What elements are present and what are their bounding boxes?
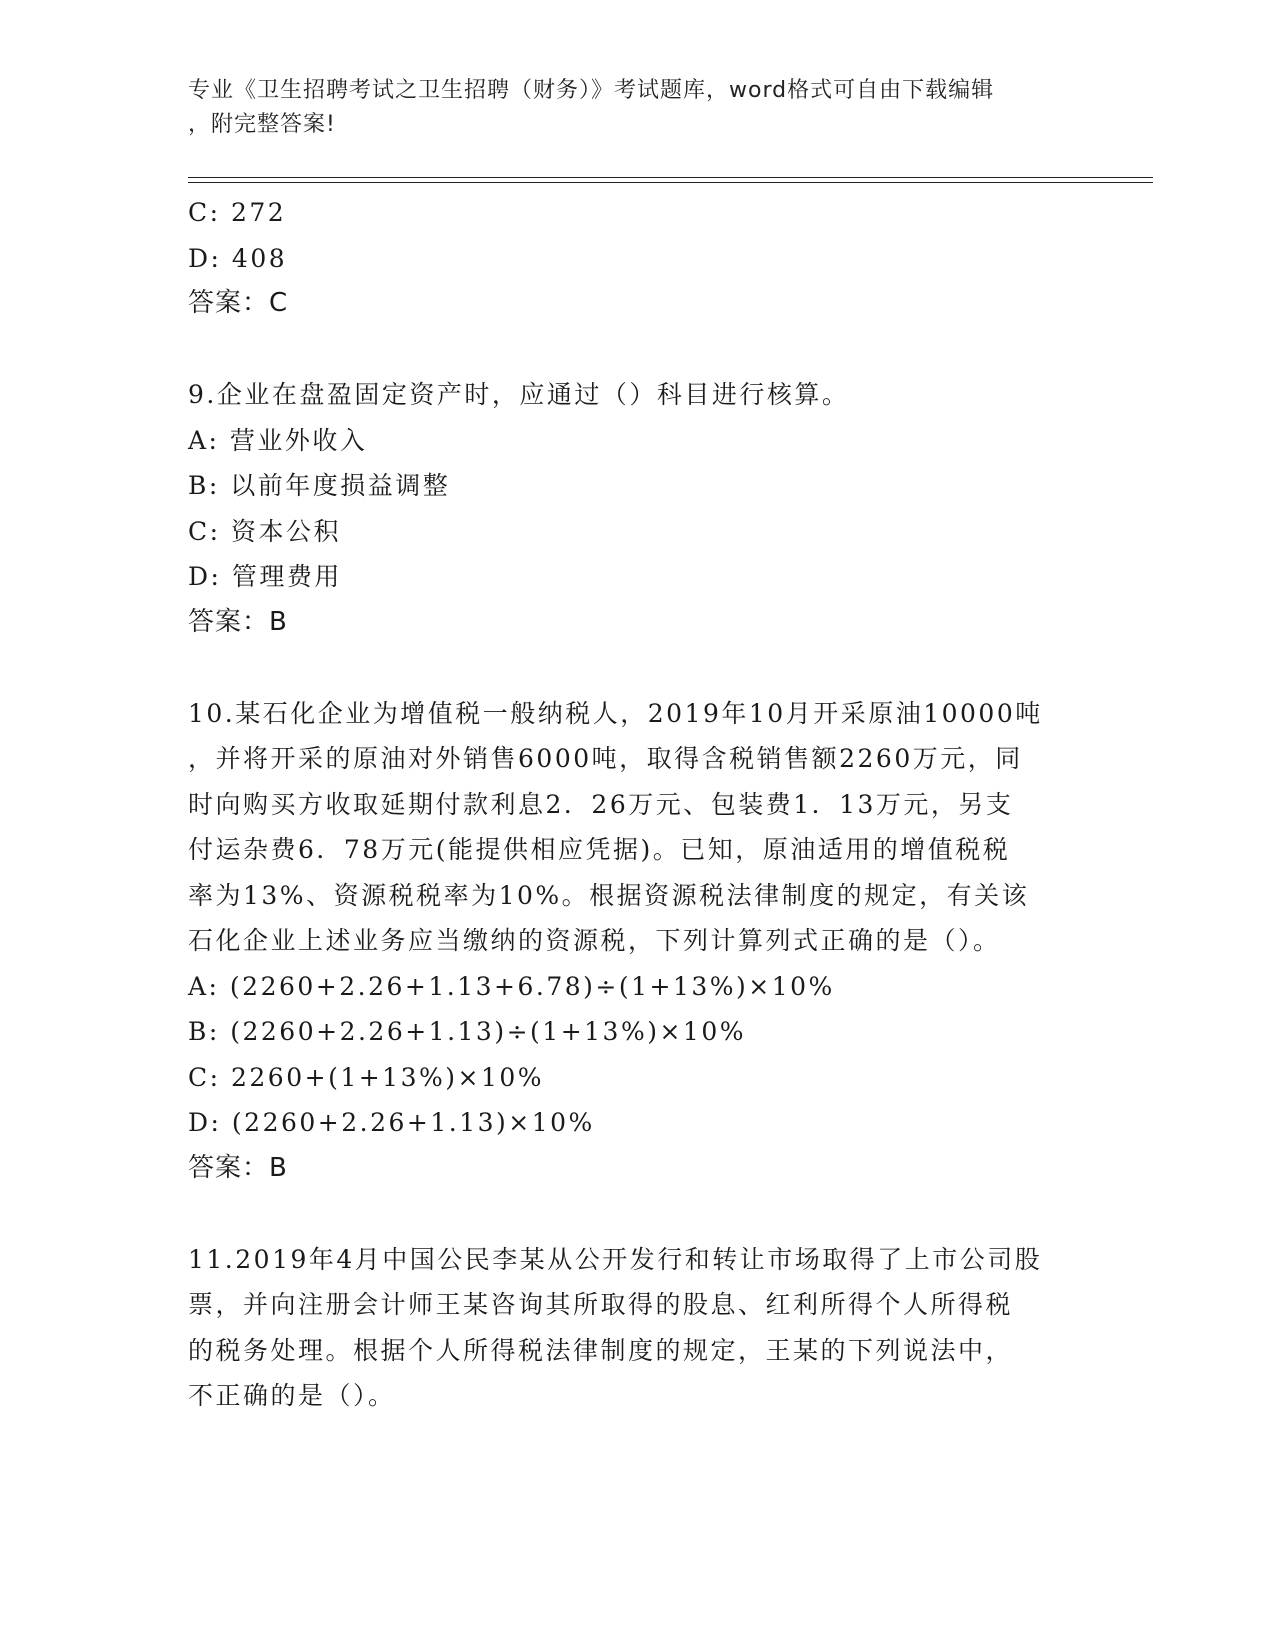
header-line-1: 专业《卫生招聘考试之卫生招聘（财务）》考试题库，word格式可自由下载编辑: [188, 78, 995, 103]
answer-line: 答案：B: [188, 1152, 288, 1183]
question-stem-line: 票，并向注册会计师王某咨询其所取得的股息、红利所得个人所得税: [188, 1290, 1014, 1319]
question-stem-line: ，并将开采的原油对外销售6000吨，取得含税销售额2260万元，同: [188, 744, 1023, 773]
spacer: [188, 645, 1088, 691]
option-a: A: 营业外收入: [188, 425, 368, 455]
question-stem-line: 11.2019年4月中国公民李某从公开发行和转让市场取得了上市公司股: [188, 1244, 1043, 1274]
question-stem-line: 时向购买方收取延期付款利息2．26万元、包装费1．13万元，另支: [188, 789, 1014, 819]
question-stem-line: 不正确的是（）。: [188, 1381, 396, 1410]
question-stem-line: 率为13%、资源税税率为10%。根据资源税法律制度的规定，有关该: [188, 880, 1030, 910]
question-stem-line: 石化企业上述业务应当缴纳的资源税，下列计算列式正确的是（）。: [188, 926, 1001, 955]
option-c: C: 2260+(1+13%)×10%: [188, 1062, 545, 1092]
option-c: C: 资本公积: [188, 516, 341, 546]
question-stem: 9.企业在盘盈固定资产时，应通过（）科目进行核算。: [188, 380, 850, 409]
question-10: [188, 691, 1088, 1192]
question-8-tail: [188, 190, 1088, 327]
option-a: A: (2260+2.26+1.13+6.78)÷(1+13%)×10%: [188, 971, 835, 1001]
answer-line: 答案：B: [188, 606, 288, 637]
header-line-2: ，附完整答案!: [188, 112, 336, 137]
question-stem-line: 10.某石化企业为增值税一般纳税人，2019年10月开采原油10000吨: [188, 698, 1043, 728]
question-stem-line: 的税务处理。根据个人所得税法律制度的规定，王某的下列说法中，: [188, 1335, 1014, 1365]
option-b: B: 以前年度损益调整: [188, 471, 451, 500]
option-d: D: 408: [188, 243, 288, 273]
answer-line: 答案：C: [188, 288, 289, 318]
question-stem-line: 付运杂费6．78万元(能提供相应凭据)。已知，原油适用的增值税税: [188, 835, 1011, 864]
spacer: [188, 1191, 1088, 1237]
question-9: [188, 372, 1088, 645]
option-d: D: (2260+2.26+1.13)×10%: [188, 1108, 595, 1137]
option-d: D: 管理费用: [188, 562, 342, 591]
option-b: B: (2260+2.26+1.13)÷(1+13%)×10%: [188, 1017, 746, 1046]
document-body: [188, 190, 1088, 1419]
document-header: [188, 74, 1068, 142]
option-c: C: 272: [188, 198, 287, 227]
spacer: [188, 327, 1088, 373]
question-11: [188, 1237, 1088, 1419]
header-divider: [188, 177, 1153, 183]
